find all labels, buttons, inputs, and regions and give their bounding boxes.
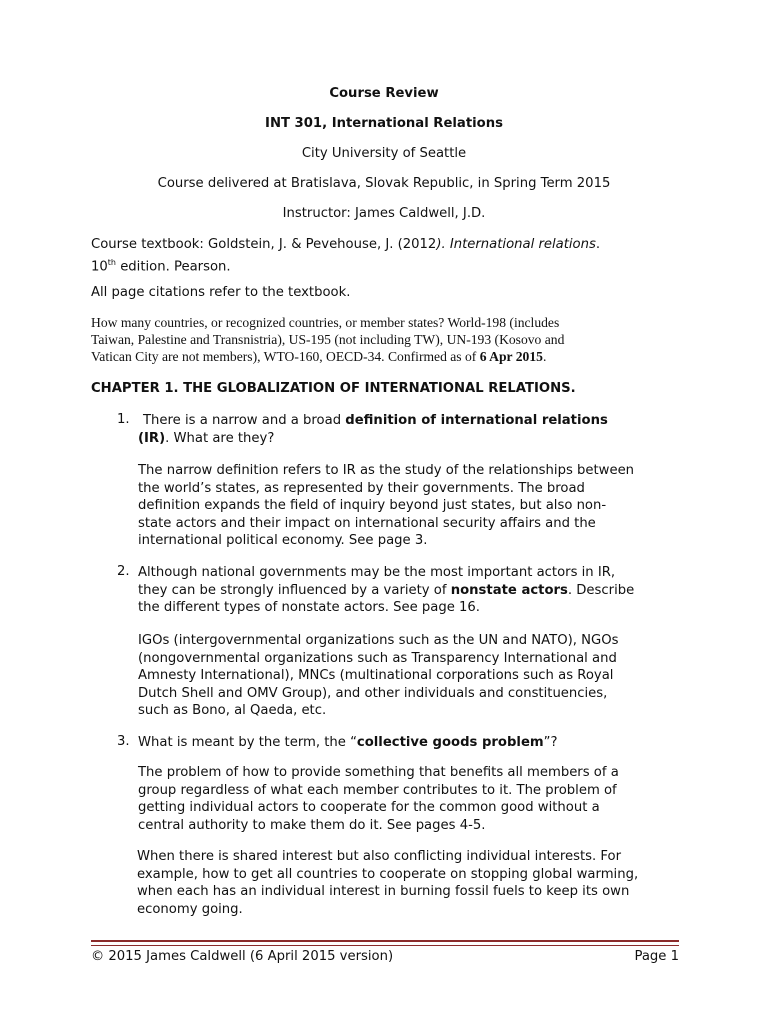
edition-number: 10: [91, 258, 108, 274]
question-text: the different types of nonstate actors. See page 16.: [138, 600, 480, 616]
answer-line: international political economy. See page 3.: [138, 533, 428, 549]
question-text: ”?: [543, 735, 558, 750]
countries-note: [91, 314, 691, 365]
countries-line: Vatican City are not members), WTO-160, OECD-34. Confirmed as of: [91, 349, 480, 364]
textbook-citation: [91, 236, 691, 276]
answer-line: when each has an individual interest in burning fossil fuels to keep its own: [137, 884, 630, 900]
question-text: What is meant by the term, the “: [138, 735, 357, 750]
countries-line: How many countries, or recognized countries, or member states? World-198 (includes: [91, 315, 560, 330]
question-text: . What are they?: [165, 430, 275, 446]
footer-rule-thin: [91, 945, 679, 946]
item-number: 1.: [117, 412, 130, 427]
citations-note: All page citations refer to the textbook.: [91, 285, 351, 300]
question-2: [138, 564, 698, 617]
delivery-info: Course delivered at Bratislava, Slovak Republic, in Spring Term 2015: [157, 176, 611, 191]
textbook-title: ). International relations: [436, 237, 596, 252]
countries-line: Taiwan, Palestine and Transnistria), US-195 (not including TW), UN-193 (Kosovo and: [91, 332, 565, 347]
answer-line: Dutch Shell and OMV Group), and other individuals and constituencies,: [138, 685, 608, 701]
answer-line: Amnesty International), MNCs (multinational corporations such as Royal: [138, 668, 614, 684]
key-term: (IR): [138, 430, 166, 446]
chapter-heading: CHAPTER 1. THE GLOBALIZATION OF INTERNATIONAL RELATIONS.: [91, 381, 576, 396]
question-text: Although national governments may be the most important actors in IR,: [138, 565, 616, 580]
key-term: collective goods problem: [356, 735, 544, 750]
key-term: nonstate actors: [450, 582, 568, 598]
answer-2: [138, 632, 698, 720]
confirmed-date: 6 Apr 2015: [479, 349, 543, 364]
page-footer: [91, 949, 679, 964]
question-3: [138, 734, 698, 752]
edition-text: edition. Pearson.: [116, 258, 231, 274]
answer-line: economy going.: [137, 901, 243, 917]
answer-line: The narrow definition refers to IR as the study of the relationships between: [138, 463, 635, 478]
answer-line: the world’s states, as represented by their governments. The broad: [138, 480, 585, 496]
question-1: [138, 412, 703, 447]
answer-line: such as Bono, al Qaeda, etc.: [138, 703, 327, 719]
answer-line: IGOs (intergovernmental organizations such as the UN and NATO), NGOs: [138, 633, 619, 648]
answer-line: The problem of how to provide something that benefits all members of a: [138, 765, 619, 780]
item-number: 3.: [117, 734, 130, 749]
textbook-suffix: .: [595, 237, 601, 252]
footer-rule: [91, 940, 679, 942]
question-text: There is a narrow and a broad: [143, 413, 346, 428]
answer-line: getting individual actors to cooperate for the common good without a: [138, 800, 600, 816]
answer-line: example, how to get all countries to cooperate on stopping global warming,: [137, 866, 639, 882]
answer-line: definition expands the field of inquiry beyond just states, but also non-: [138, 498, 607, 514]
course-name: INT 301, International Relations: [265, 116, 503, 131]
question-text: they can be strongly influenced by a variety of: [138, 582, 451, 598]
question-text: . Describe: [567, 582, 635, 598]
answer-1: [138, 462, 698, 550]
answer-3: [138, 764, 698, 834]
page-number: Page 1: [634, 949, 679, 964]
university-name: City University of Seattle: [301, 146, 467, 161]
key-term: definition of international relations: [345, 413, 608, 428]
answer-line: central authority to make them do it. See pages 4-5.: [138, 817, 486, 833]
document-title: Course Review: [329, 86, 439, 101]
answer-line: When there is shared interest but also conflicting individual interests. For: [137, 849, 622, 864]
countries-line-end: .: [542, 349, 547, 364]
answer-line: state actors and their impact on international security affairs and the: [138, 515, 596, 531]
item-number: 2.: [117, 564, 130, 579]
edition-superscript: th: [107, 257, 116, 267]
answer-3-continued: [137, 848, 707, 918]
instructor-line: Instructor: James Caldwell, J.D.: [282, 206, 486, 221]
textbook-prefix: Course textbook: Goldstein, J. & Pevehouse, J. (2012: [91, 237, 437, 252]
answer-line: group regardless of what each member contributes to it. The problem of: [138, 782, 617, 798]
answer-line: (nongovernmental organizations such as Transparency International and: [138, 650, 617, 666]
copyright-text: © 2015 James Caldwell (6 April 2015 version): [91, 949, 394, 964]
